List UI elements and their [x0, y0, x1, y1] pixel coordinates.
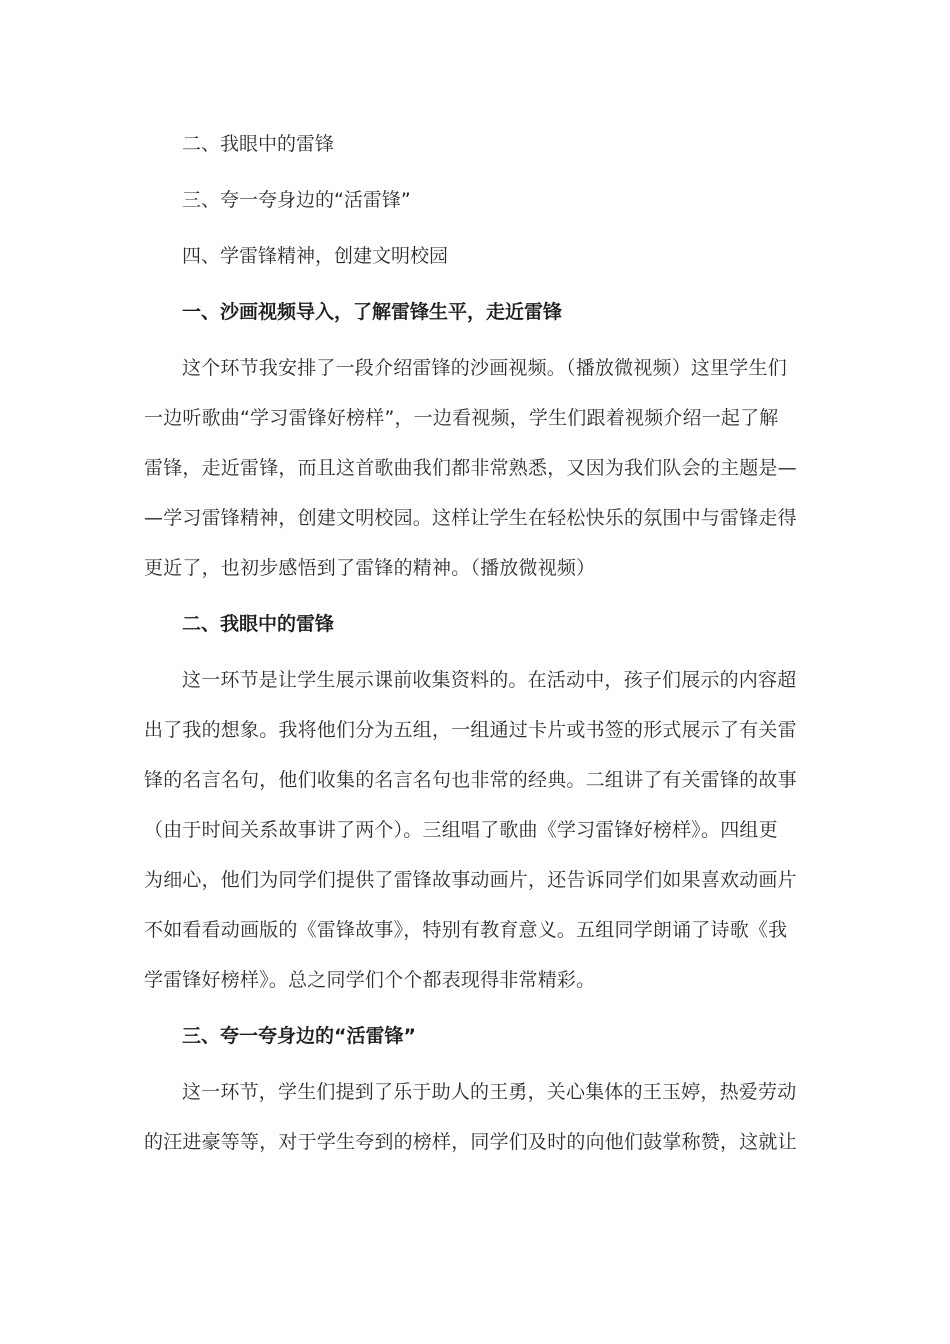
toc-item: 二、我眼中的雷锋 — [182, 133, 335, 155]
paragraph-line: 的汪进豪等等，对于学生夸到的榜样，同学们及时的向他们鼓掌称赞，这就让 — [144, 1131, 797, 1153]
paragraph-line: 出了我的想象。我将他们分为五组，一组通过卡片或书签的形式展示了有关雷 — [144, 719, 797, 741]
paragraph-line: —学习雷锋精神，创建文明校园。这样让学生在轻松快乐的氛围中与雷锋走得 — [144, 507, 797, 529]
paragraph-line: 这一环节，学生们提到了乐于助人的王勇，关心集体的王玉婷，热爱劳动 — [182, 1081, 797, 1103]
toc-item: 三、夸一夸身边的“活雷锋” — [182, 189, 411, 211]
paragraph-line: （由于时间关系故事讲了两个）。三组唱了歌曲《学习雷锋好榜样》。四组更 — [144, 819, 778, 841]
section-heading: 一、沙画视频导入，了解雷锋生平，走近雷锋 — [182, 301, 563, 323]
paragraph-line: 锋的名言名句，他们收集的名言名句也非常的经典。二组讲了有关雷锋的故事 — [144, 769, 797, 791]
paragraph-line: 这一环节是让学生展示课前收集资料的。在活动中，孩子们展示的内容超 — [182, 669, 797, 691]
toc-item: 四、学雷锋精神，创建文明校园 — [182, 245, 449, 267]
paragraph-line: 学雷锋好榜样》。总之同学们个个都表现得非常精彩。 — [144, 969, 596, 991]
paragraph-line: 雷锋，走近雷锋，而且这首歌曲我们都非常熟悉，又因为我们队会的主题是— — [144, 457, 797, 479]
section-paragraph — [144, 1067, 798, 1167]
paragraph-line: 为细心，他们为同学们提供了雷锋故事动画片，还告诉同学们如果喜欢动画片 — [144, 869, 797, 891]
paragraph-line: 一边听歌曲“学习雷锋好榜样”，一边看视频，学生们跟着视频介绍一起了解 — [144, 407, 779, 429]
paragraph-line: 这个环节我安排了一段介绍雷锋的沙画视频。（播放微视频）这里学生们 — [182, 357, 787, 379]
paragraph-line: 不如看看动画版的《雷锋故事》，特别有教育意义。五组同学朗诵了诗歌《我 — [144, 919, 788, 941]
section-paragraph — [144, 343, 798, 593]
document-body — [144, 130, 798, 1184]
paragraph-line: 更近了，也初步感悟到了雷锋的精神。（播放微视频） — [144, 557, 596, 579]
section-heading: 三、夸一夸身边的“活雷锋” — [182, 1025, 416, 1047]
section-heading: 二、我眼中的雷锋 — [182, 613, 335, 635]
section-paragraph — [144, 655, 798, 1005]
